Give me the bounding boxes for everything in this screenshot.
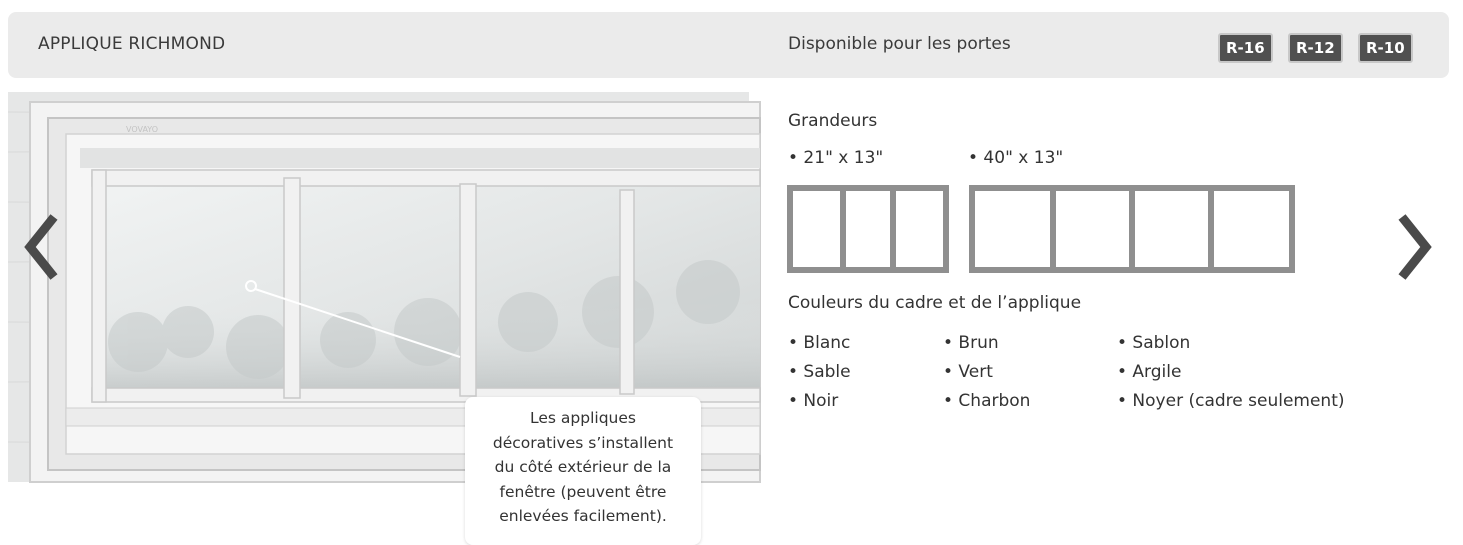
color-option: • Argile bbox=[1117, 362, 1182, 382]
info-callout bbox=[465, 397, 701, 545]
previous-button[interactable] bbox=[22, 212, 62, 286]
callout-line: Les appliques bbox=[530, 409, 636, 427]
callout-line: décoratives s’installent bbox=[492, 433, 674, 452]
size-21x13-label: • 21" x 13" bbox=[788, 148, 884, 168]
color-option: • Noir bbox=[788, 391, 839, 411]
color-option: • Noyer (cadre seulement) bbox=[1117, 391, 1345, 411]
badge-r16: R-16 bbox=[1218, 33, 1273, 63]
header-bar bbox=[8, 12, 1449, 78]
size-40x13-label: • 40" x 13" bbox=[968, 148, 1064, 168]
color-option: • Blanc bbox=[788, 333, 851, 353]
product-title: APPLIQUE RICHMOND bbox=[38, 34, 226, 54]
sizes-heading: Grandeurs bbox=[788, 111, 878, 131]
color-option: • Charbon bbox=[943, 391, 1031, 411]
callout-line: enlevées facilement). bbox=[499, 507, 667, 525]
size-21x13-diagram bbox=[787, 185, 949, 273]
badge-r10: R-10 bbox=[1358, 33, 1413, 63]
callout-line: fenêtre (peuvent être bbox=[499, 482, 667, 501]
color-option: • Vert bbox=[943, 362, 993, 382]
size-40x13-diagram bbox=[969, 185, 1295, 273]
product-photo bbox=[8, 92, 749, 525]
frame-inscription: VOVAYO bbox=[126, 125, 159, 134]
callout-line: du côté extérieur de la bbox=[494, 458, 672, 476]
color-option: • Brun bbox=[943, 333, 999, 353]
next-button[interactable] bbox=[1394, 212, 1434, 286]
chevron-right-icon bbox=[1394, 212, 1434, 282]
chevron-left-icon bbox=[22, 212, 62, 282]
color-option: • Sable bbox=[788, 362, 851, 382]
color-option: • Sablon bbox=[1117, 333, 1191, 353]
colors-heading: Couleurs du cadre et de l’applique bbox=[788, 293, 1082, 313]
available-for-doors-label: Disponible pour les portes bbox=[788, 34, 1011, 54]
badge-r12: R-12 bbox=[1288, 33, 1343, 63]
